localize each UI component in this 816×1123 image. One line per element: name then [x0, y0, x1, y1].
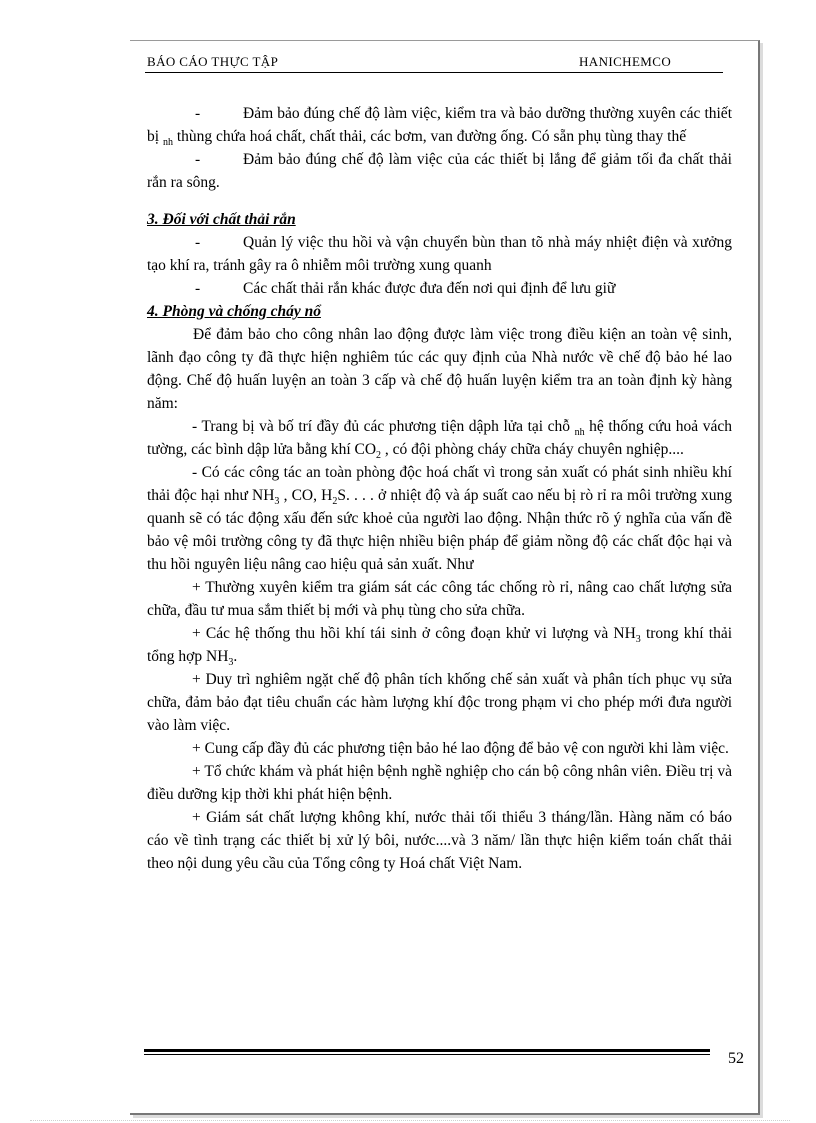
paragraph-plus-analysis: + Duy trì nghiêm ngặt chế độ phân tích khống chế sản xuất và phân tích phục vụ sửa chữa, đảm bảo đạt tiêu chuẩn các hàm lượng khí độc trong phạm vi cho phép mới đưa người vào làm việc.	[147, 671, 732, 734]
bullet-dash: -	[195, 151, 201, 168]
page-number: 52	[728, 1050, 744, 1067]
paragraph-plus-monitoring: + Giám sát chất lượng không khí, nước thải tối thiểu 3 tháng/lần. Hàng năm có báo cáo về tình trạng các thiết bị xử lý bôi, nước....và 3 năm/ lần thực hiện kiểm toán chất thải theo nội dung yêu cầu của Tổng công ty Hoá chất Việt Nam.	[147, 809, 732, 872]
footer-rule-thin	[144, 1054, 710, 1055]
paragraph-toxic-safety: - Có các công tác an toàn phòng độc hoá chất vì trong sản xuất có phát sinh nhiều khí thải độc hại như $NH_3$ , CO, $H_2S$. . . . ở nhiệt độ và áp suất cao nếu bị rò rỉ ra môi trường xung quanh sẽ có tác động xấu đến sức khoẻ của người lao động. Nhận thức rõ ý nghĩa của vấn đề bảo vệ môi trường công ty đã thực hiện nhiều biện pháp để giảm nồng độ các chất độc hại và thu hồi nguyên liệu nâng cao hiệu quả sản xuất. Như	[147, 464, 732, 573]
page-header	[145, 52, 723, 73]
document-body	[147, 102, 732, 875]
paragraph-fire-equipment: - Trang bị và bố trí đầy đủ các phương tiện dậph lửa tại chỗ $_{nh}$ hệ thống cứu hoả vách tường, các bình dập lửa bằng khí $CO_2$ , có đội phòng cháy chữa cháy chuyên nghiệp....	[147, 418, 733, 462]
header-title: BÁO CÁO THỰC TẬP	[147, 54, 279, 69]
paragraph-plus-health: + Tổ chức khám và phát hiện bệnh nghề nghiệp cho cán bộ công nhân viên. Điều trị và điều dưỡng kịp thời khi phát hiện bệnh.	[147, 763, 732, 803]
header-company: HANICHEMCO	[579, 54, 672, 69]
paragraph-sludge: - Quản lý việc thu hồi và vận chuyển bùn than tõ nhà máy nhiệt điện và xưởng tạo khí ra, tránh gây ra ô nhiễm môi trường xung quanh	[147, 231, 732, 277]
subscript: nh	[162, 137, 173, 149]
paragraph-plus-protective: + Cung cấp đầy đủ các phương tiện bảo hé lao động để bảo vệ con người khi làm việc.	[192, 740, 729, 757]
footer-rule-thick	[144, 1049, 710, 1052]
paragraph-other-waste: - Các chất thải rắn khác được đưa đến nơi qui định để lưu giữ	[147, 277, 732, 300]
paragraph-intro: Để đảm bảo cho công nhân lao động được làm việc trong điều kiện an toàn vệ sinh, lãnh đạo công ty đã thực hiện nghiêm túc các quy định của Nhà nước về chế độ bảo hé lao động. Chế độ huấn luyện an toàn 3 cấp và chế độ huấn luyện kiểm tra an toàn định kỳ hàng năm:	[147, 326, 732, 412]
paragraph-maintenance: - Đảm bảo đúng chế độ làm việc, kiểm tra và bảo dưỡng thường xuyên các thiết bị $_{nh}$ thùng chứa hoá chất, chất thải, các bơm, van đường ống. Có sẵn phụ tùng thay thế	[147, 102, 732, 148]
paragraph-plus-inspection: + Thường xuyên kiểm tra giám sát các công tác chống rò rỉ, nâng cao chất lượng sửa chữa, đầu tư mua sắm thiết bị mới và phụ tùng cho sửa chữa.	[147, 579, 732, 619]
page-bottom-dots	[30, 1120, 790, 1121]
paragraph-settling: - Đảm bảo đúng chế độ làm việc của các thiết bị lắng để giảm tối đa chất thải rắn ra sông.	[147, 148, 732, 194]
heading-solid-waste: 3. Đối với chất thải rắn	[147, 211, 296, 228]
paragraph-plus-recovery: + Các hệ thống thu hồi khí tái sinh ở công đoạn khử vi lượng và $NH_3$ trong khí thải tổng hợp $NH_3$.	[147, 625, 733, 669]
bullet-dash: -	[195, 280, 201, 297]
heading-fire-prevention: 4. Phòng và chống cháy nổ	[147, 303, 321, 320]
bullet-dash: -	[195, 105, 201, 122]
bullet-dash: -	[195, 234, 201, 251]
